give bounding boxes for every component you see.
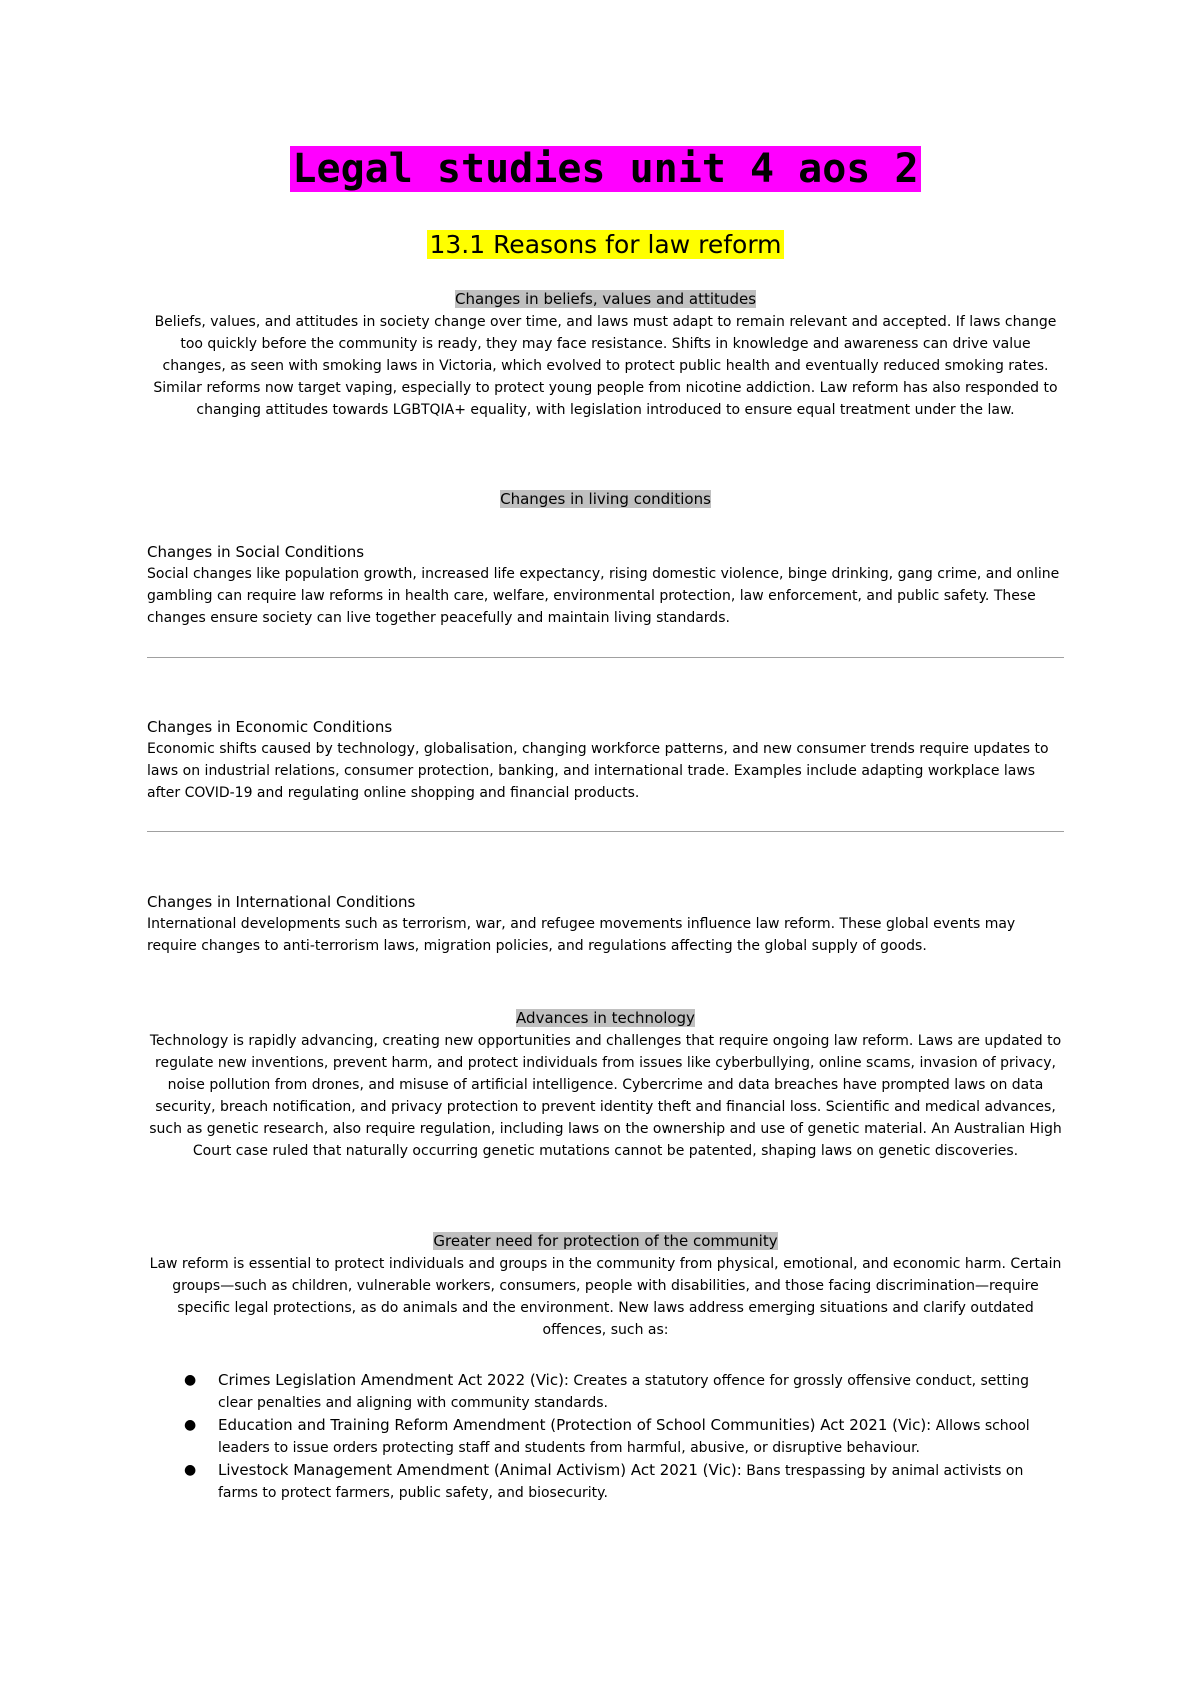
subtitle-row [147,228,1064,262]
page-title: Legal studies unit 4 aos 2 [292,146,919,192]
act-name: Crimes Legislation Amendment Act 2022 (Vic): [218,1371,569,1389]
divider [147,831,1064,832]
act-name: Education and Training Reform Amendment (Protection of School Communities) Act 2021 (Vic): [218,1416,932,1434]
list-item [147,1414,1064,1459]
act-description: Bans trespassing by animal activists on farms to protect farmers, public safety, and biosecurity. [218,1463,1024,1501]
international-body: International developments such as terrorism, war, and refugee movements influence law reform. These global events may require changes to anti-terrorism laws, migration policies, and regulations affecting the global supply of goods. [147,916,1016,954]
bullet-icon: ● [184,1462,197,1478]
technology-body: Technology is rapidly advancing, creating new opportunities and challenges that require ongoing law reform. Laws are updated to regulate new inventions, prevent harm, and protect individuals from issues like cyberbullying, online scams, invasion of privacy, noise pollution from drones, and misuse of artificial intelligence. Cybercrime and data breaches have prompted laws on data security, breach notification, and privacy protection to prevent identity theft and financial loss. Scientific and medical advances, such as genetic research, also require regulation, including laws on the ownership and use of genetic material. An Australian High Court case ruled that naturally occurring genetic mutations cannot be patented, shaping laws on genetic discoveries. [149,1033,1062,1159]
economic-heading: Changes in Economic Conditions [147,718,393,736]
economic-section [147,716,1064,804]
section-title: 13.1 Reasons for law reform [429,230,782,259]
acts-list-wrap [147,1369,1064,1504]
international-section [147,891,1064,957]
bullet-icon: ● [184,1372,197,1388]
social-section [147,541,1064,629]
protection-body: Law reform is essential to protect individuals and groups in the community from physical, emotional, and economic harm. Certain groups—such as children, vulnerable workers, consumers, people with disabilities, and those facing discrimination—require specific legal protections, as do animals and the environment. New laws address emerging situations and clarify outdated offences, such as: [149,1256,1062,1338]
protection-section [147,1230,1064,1341]
international-heading: Changes in International Conditions [147,893,416,911]
living-section [147,488,1064,511]
acts-list [147,1369,1064,1504]
protection-heading: Greater need for protection of the community [433,1232,778,1250]
beliefs-section [147,288,1064,421]
technology-heading: Advances in technology [516,1009,695,1027]
economic-body: Economic shifts caused by technology, globalisation, changing workforce patterns, and new consumer trends require updates to laws on industrial relations, consumer protection, banking, and international trade. Examples include adapting workplace laws after COVID-19 and regulating online shopping and financial products. [147,741,1049,801]
technology-section [147,1007,1064,1162]
title-row [147,143,1064,195]
social-heading: Changes in Social Conditions [147,543,365,561]
divider [147,657,1064,658]
act-description: Creates a statutory offence for grossly offensive conduct, setting clear penalties and aligning with community standards. [218,1373,1030,1411]
beliefs-body: Beliefs, values, and attitudes in society change over time, and laws must adapt to remain relevant and accepted. If laws change too quickly before the community is ready, they may face resistance. Shifts in knowledge and awareness can drive value changes, as seen with smoking laws in Victoria, which evolved to protect public health and eventually reduced smoking rates. Similar reforms now target vaping, especially to protect young people from nicotine addiction. Law reform has also responded to changing attitudes towards LGBTQIA+ equality, with legislation introduced to ensure equal treatment under the law. [153,314,1058,418]
act-description: Allows school leaders to issue orders protecting staff and students from harmful, abusive, or disruptive behaviour. [218,1418,1030,1456]
act-name: Livestock Management Amendment (Animal Activism) Act 2021 (Vic): [218,1461,742,1479]
living-heading: Changes in living conditions [500,490,711,508]
social-body: Social changes like population growth, increased life expectancy, rising domestic violence, binge drinking, gang crime, and online gambling can require law reforms in health care, welfare, environmental protection, law enforcement, and public safety. These changes ensure society can live together peacefully and maintain living standards. [147,566,1060,626]
beliefs-heading: Changes in beliefs, values and attitudes [454,290,757,308]
list-item [147,1459,1064,1504]
bullet-icon: ● [184,1417,197,1433]
list-item [147,1369,1064,1414]
